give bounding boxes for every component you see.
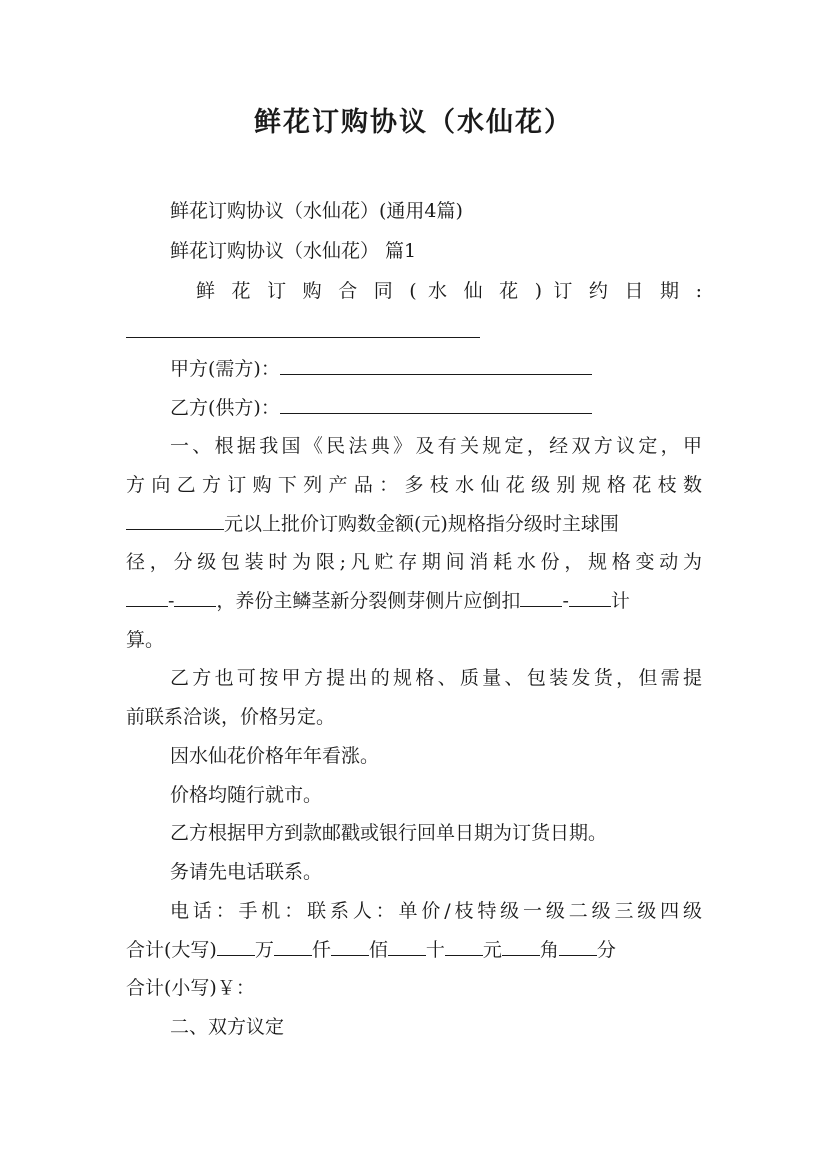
paragraph-line: 价格均随行就市。 xyxy=(170,784,323,806)
amount-words-line xyxy=(126,937,702,963)
fill-blank xyxy=(126,588,168,607)
fill-blank xyxy=(126,511,224,530)
paragraph-line: 乙方根据甲方到款邮戳或银行回单日期为订货日期。 xyxy=(170,822,608,844)
fill-blank xyxy=(569,588,611,607)
paragraph-line: 前联系洽谈，价格另定。 xyxy=(126,706,336,728)
party-b-line xyxy=(170,395,702,421)
subtitle-line: 鲜花订购协议（水仙花）(通用4篇) xyxy=(170,200,463,222)
document-title: 鲜花订购协议（水仙花） xyxy=(254,107,573,138)
paragraph-line: 径，分级包装时为限;凡贮存期间消耗水份，规格变动为 xyxy=(126,551,702,573)
amount-figures-line: 合计(小写)￥： xyxy=(126,977,255,999)
contract-date-line: 鲜 花 订 购 合 同 ( 水 仙 花 ) 订 约 日 期 : xyxy=(196,280,702,302)
paragraph-line: 乙方也可按甲方提出的规格、质量、包装发货，但需提 xyxy=(170,667,702,689)
paragraph-line: 因水仙花价格年年看涨。 xyxy=(170,745,380,767)
paragraph-text: 元以上批价订购数金额(元)规格指分级时主球围 xyxy=(224,513,619,535)
fill-blank xyxy=(559,937,597,956)
unit-text: 佰 xyxy=(368,939,388,961)
unit-text: 仟 xyxy=(311,939,331,961)
fill-blank xyxy=(388,937,426,956)
fill-blank xyxy=(274,937,312,956)
paragraph-line: 电话：手机：联系人：单价/枝特级一级二级三级四级 xyxy=(170,900,702,922)
paragraph-line: 算。 xyxy=(126,629,165,651)
party-a-label: 甲方(需方)： xyxy=(170,358,280,380)
paragraph-line xyxy=(126,588,702,614)
dash-text: - xyxy=(168,590,175,612)
paragraph-line: 务请先电话联系。 xyxy=(170,861,323,883)
fill-blank xyxy=(217,937,255,956)
unit-text: 元 xyxy=(482,939,502,961)
fill-blank xyxy=(520,588,562,607)
amount-label: 合计(大写) xyxy=(126,939,217,961)
fill-blank xyxy=(331,937,369,956)
section-heading: 鲜花订购协议（水仙花） 篇1 xyxy=(170,240,417,262)
unit-text: 万 xyxy=(254,939,274,961)
paragraph-text: 计 xyxy=(610,590,630,612)
fill-blank xyxy=(174,588,216,607)
dash-text: - xyxy=(562,590,569,612)
section-heading: 二、双方议定 xyxy=(170,1016,285,1038)
date-blank xyxy=(126,337,480,338)
unit-text: 角 xyxy=(539,939,559,961)
paragraph-line xyxy=(126,511,702,537)
paragraph-text: ，养份主鳞茎新分裂侧芽侧片应倒扣 xyxy=(216,590,521,612)
unit-text: 十 xyxy=(425,939,445,961)
fill-blank xyxy=(445,937,483,956)
party-b-blank xyxy=(280,395,592,414)
unit-text: 分 xyxy=(596,939,616,961)
paragraph-line: 方向乙方订购下列产品：多枝水仙花级别规格花枝数 xyxy=(126,474,702,496)
party-b-label: 乙方(供方)： xyxy=(170,397,280,419)
party-a-line xyxy=(170,356,702,382)
fill-blank xyxy=(502,937,540,956)
party-a-blank xyxy=(280,356,592,375)
paragraph-line: 一、根据我国《民法典》及有关规定，经双方议定，甲 xyxy=(170,435,702,457)
